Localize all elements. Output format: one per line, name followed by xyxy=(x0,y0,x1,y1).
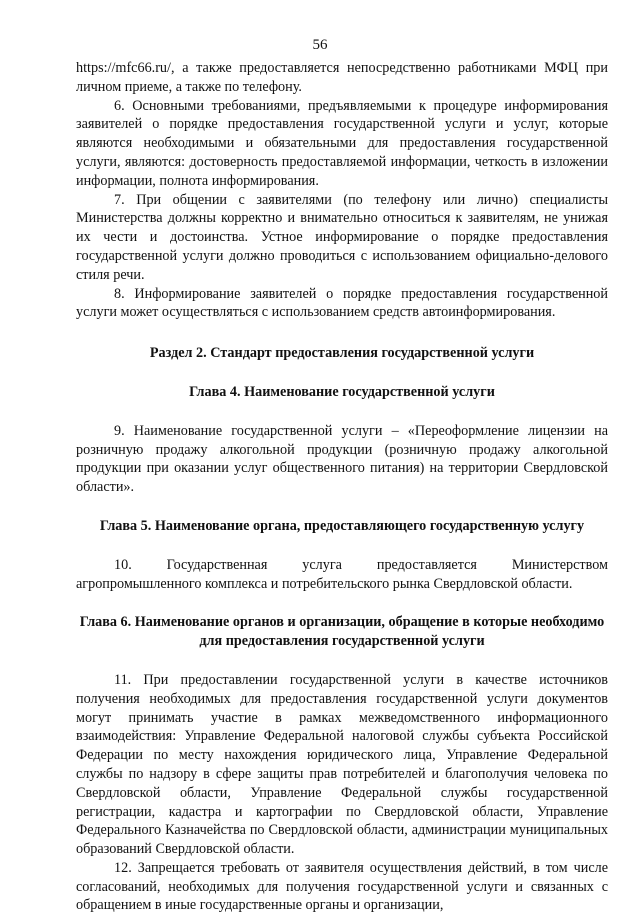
paragraph-8: 8. Информирование заявителей о порядке предоставления государственной услуги может осуществляться с использованием средств автоинформирования. xyxy=(76,285,608,321)
paragraph-7: 7. При общении с заявителями (по телефону или лично) специалисты Министерства должны корректно и внимательно относиться к заявителям, не унижая их чести и достоинства. Устное информирование о порядке предоставления государственной услуги должно проводиться с использованием официально-делового стиля речи. xyxy=(76,191,608,283)
spacer xyxy=(76,322,608,344)
spacer xyxy=(76,497,608,517)
paragraph-6: 6. Основными требованиями, предъявляемыми к процедуре информирования заявителей о порядке предоставления государственной услуги и услуг, которые являются необходимыми и обязательными для предоставления государственной услуги, являются: достоверность предоставляемой информации, четкость в изложении информации, полнота информирования. xyxy=(76,97,608,189)
chapter-4-heading: Глава 4. Наименование государственной услуги xyxy=(189,383,495,400)
page-number: 56 xyxy=(312,37,328,53)
paragraph-10: 10. Государственная услуга предоставляется Министерством агропромышленного комплекса и потребительского рынка Свердловской области. xyxy=(76,556,608,592)
spacer xyxy=(76,651,608,671)
paragraph-12: 12. Запрещается требовать от заявителя осуществления действий, в том числе согласований, необходимых для получения государственной услуги и связанных с обращением в иные государственные органы и организации, xyxy=(76,859,608,914)
spacer xyxy=(76,536,608,556)
paragraph-9: 9. Наименование государственной услуги – «Переоформление лицензии на розничную продажу алкогольной продукции (розничную продажу алкогольной продукции при оказании услуг общественного питания) на территории Свердловской области». xyxy=(76,422,608,496)
spacer xyxy=(76,593,608,613)
document-body xyxy=(76,59,608,915)
spacer xyxy=(76,402,608,422)
paragraph-11: 11. При предоставлении государственной услуги в качестве источников получения необходимых для предоставления государственной услуги документов могут принимать участие в рамках межведомственного информационного взаимодействия: Управление Федеральной налоговой службы субъекта Российской Федерации по месту нахождения юридического лица, Управление Федеральной службы по надзору в сфере защиты прав потребителей и благополучия человека по Свердловской области, Управление Федеральной службы государственной регистрации, кадастра и картографии по Свердловской области, Управление Федерального Казначейства по Свердловской области, администрации муниципальных образований Свердловской области. xyxy=(76,671,608,858)
spacer xyxy=(76,363,608,383)
paragraph-continuation: https://mfc66.ru/, а также предоставляется непосредственно работниками МФЦ при личном приеме, а также по телефону. xyxy=(76,60,608,95)
chapter-5-heading: Глава 5. Наименование органа, предоставляющего государственную услугу xyxy=(99,517,585,534)
section-2-heading: Раздел 2. Стандарт предоставления государственной услуги xyxy=(149,345,535,362)
chapter-6-heading: Глава 6. Наименование органов и организации, обращение в которые необходимо для предоставления государственной услуги xyxy=(79,614,605,650)
